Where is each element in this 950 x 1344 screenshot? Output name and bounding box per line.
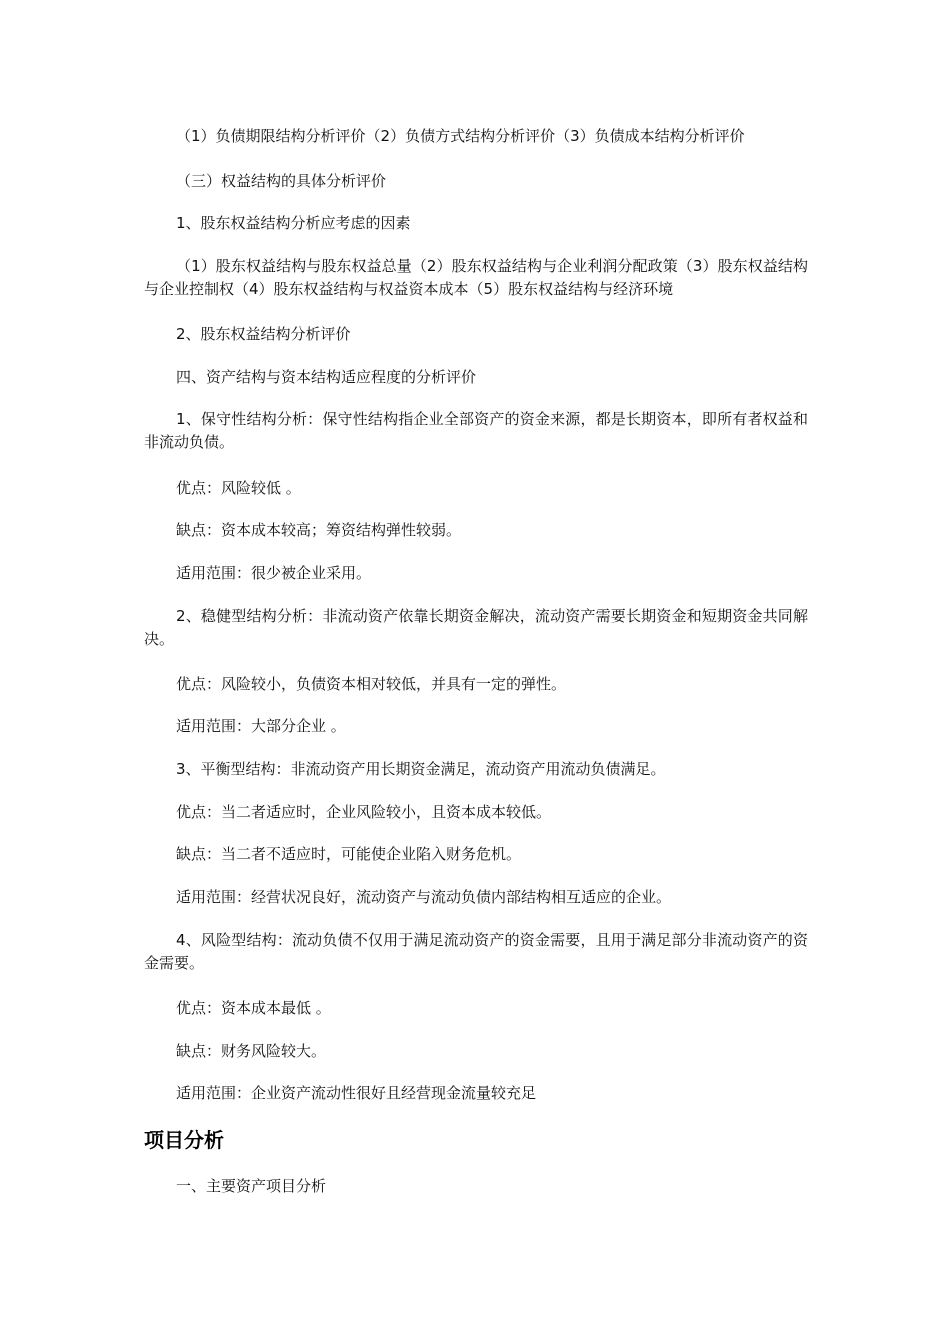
paragraph-stable-scope: 适用范围：大部分企业 。 xyxy=(176,717,346,735)
section-heading-project-analysis: 项目分析 xyxy=(144,1128,224,1152)
paragraph-risk-disadvantage: 缺点：财务风险较大。 xyxy=(176,1042,327,1060)
paragraph-balanced-disadvantage: 缺点：当二者不适应时，可能使企业陷入财务危机。 xyxy=(176,845,522,863)
paragraph-balanced-scope: 适用范围：经营状况良好，流动资产与流动负债内部结构相互适应的企业。 xyxy=(176,888,672,906)
paragraph-conservative-advantage: 优点：风险较低 。 xyxy=(176,479,301,497)
paragraph-equity-factors-list: （1）股东权益结构与股东权益总量（2）股东权益结构与企业利润分配政策（3）股东权益结构与企业控制权（4）股东权益结构与权益资本成本（5）股东权益结构与经济环境 xyxy=(144,257,808,298)
paragraph-equity-evaluation: 2、股东权益结构分析评价 xyxy=(176,325,351,343)
paragraph-risk-structure: 4、风险型结构：流动负债不仅用于满足流动资产的资金需要，且用于满足部分非流动资产的资金需要。 xyxy=(144,931,808,972)
paragraph-balanced-advantage: 优点：当二者适应时，企业风险较小，且资本成本较低。 xyxy=(176,803,552,821)
paragraph-risk-advantage: 优点：资本成本最低 。 xyxy=(176,999,331,1017)
paragraph-equity-factors-title: 1、股东权益结构分析应考虑的因素 xyxy=(176,214,411,232)
paragraph-section-four-title: 四、资产结构与资本结构适应程度的分析评价 xyxy=(176,368,477,386)
paragraph-debt-structure-items: （1）负债期限结构分析评价（2）负债方式结构分析评价（3）负债成本结构分析评价 xyxy=(176,127,745,145)
paragraph-main-asset-items: 一、主要资产项目分析 xyxy=(176,1177,327,1195)
paragraph-equity-structure-title: （三）权益结构的具体分析评价 xyxy=(176,172,387,190)
paragraph-conservative-scope: 适用范围：很少被企业采用。 xyxy=(176,564,372,582)
paragraph-conservative-structure: 1、保守性结构分析：保守性结构指企业全部资产的资金来源，都是长期资本，即所有者权益和非流动负债。 xyxy=(144,410,808,451)
paragraph-conservative-disadvantage: 缺点：资本成本较高；筹资结构弹性较弱。 xyxy=(176,521,462,539)
paragraph-stable-structure: 2、稳健型结构分析：非流动资产依靠长期资金解决，流动资产需要长期资金和短期资金共同解决。 xyxy=(144,607,808,648)
paragraph-risk-scope: 适用范围：企业资产流动性很好且经营现金流量较充足 xyxy=(176,1084,537,1102)
paragraph-balanced-structure: 3、平衡型结构：非流动资产用长期资金满足，流动资产用流动负债满足。 xyxy=(176,760,666,778)
paragraph-stable-advantage: 优点：风险较小，负债资本相对较低，并具有一定的弹性。 xyxy=(176,675,567,693)
